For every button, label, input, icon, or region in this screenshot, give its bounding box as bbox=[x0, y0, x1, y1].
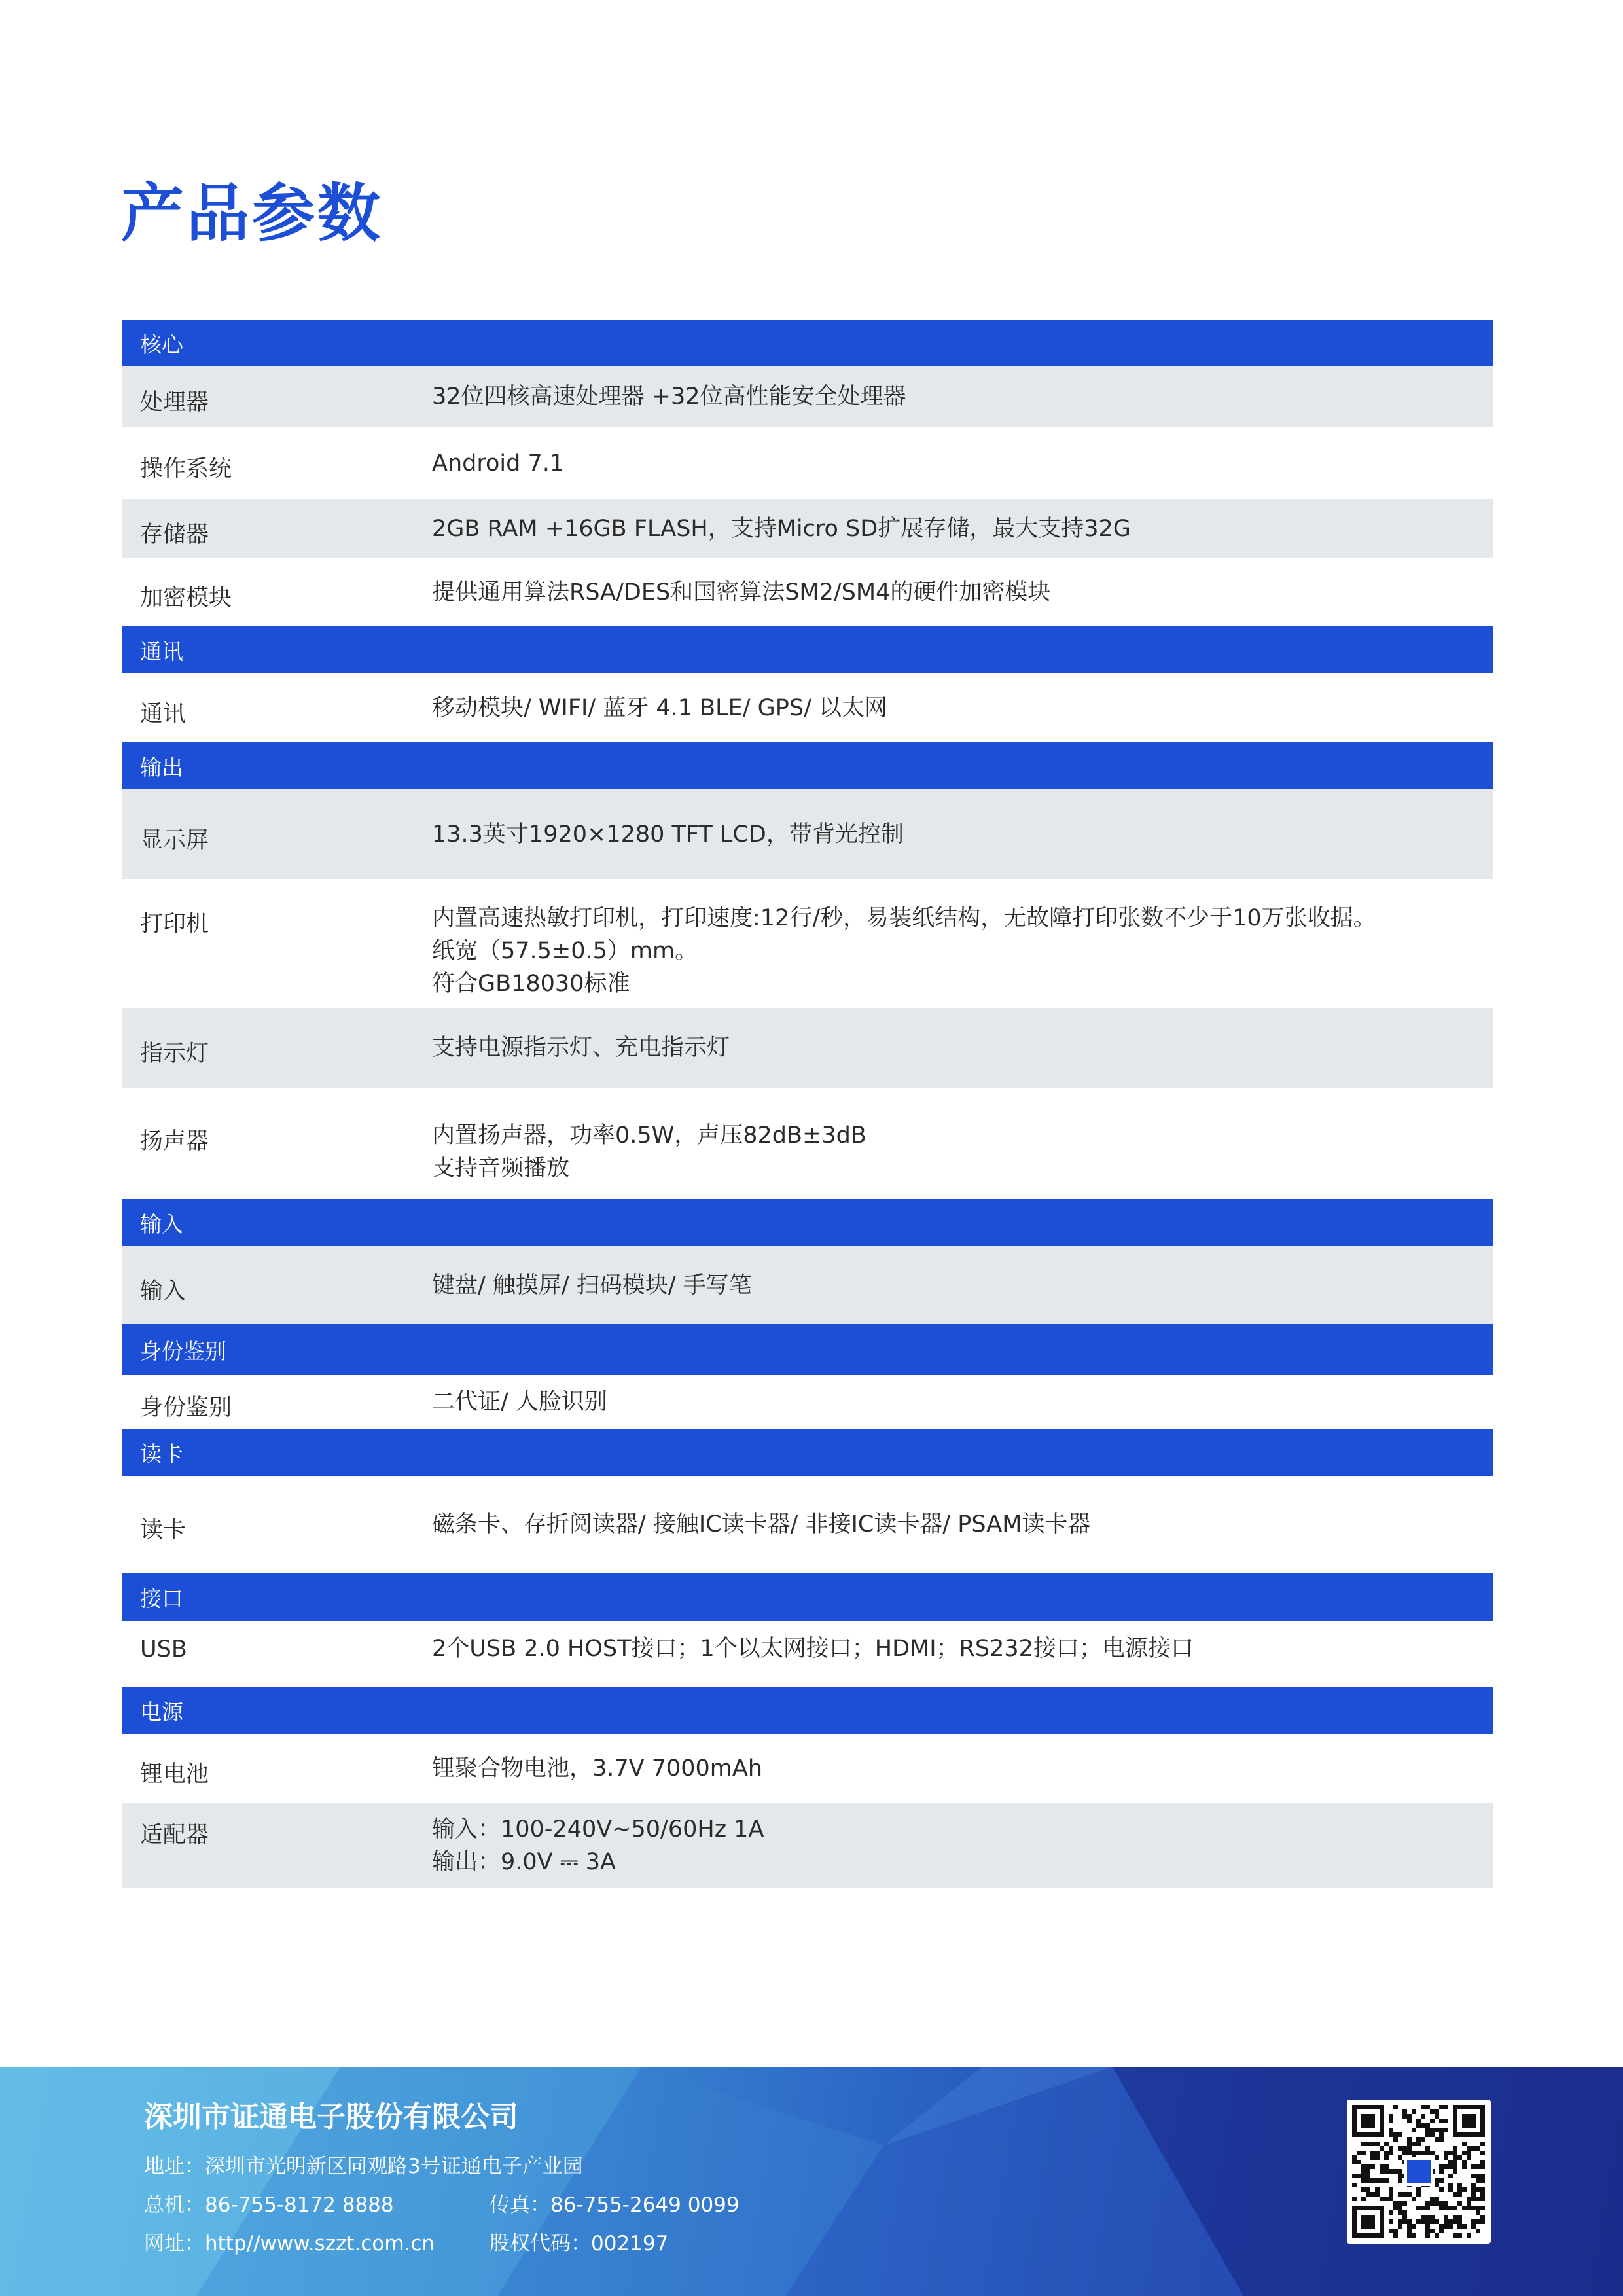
spec-label: 身份鉴别 bbox=[140, 1395, 232, 1421]
spec-value-line: 磁条卡、存折阅读器/ 接触IC读卡器/ 非接IC读卡器/ PSAM读卡器 bbox=[432, 1511, 1091, 1537]
section-title: 核心 bbox=[140, 331, 183, 357]
footer bbox=[0, 2067, 1623, 2296]
spec-value bbox=[432, 1119, 866, 1185]
spec-label: 存储器 bbox=[140, 522, 209, 548]
section-header bbox=[122, 1429, 1493, 1476]
spec-label: 读卡 bbox=[140, 1517, 187, 1543]
spec-label: 锂电池 bbox=[140, 1761, 209, 1787]
spec-label: 通讯 bbox=[140, 701, 187, 727]
spec-row bbox=[122, 1375, 1493, 1429]
section-header bbox=[122, 1324, 1493, 1375]
address: 地址：深圳市光明新区同观路3号证通电子产业园 bbox=[144, 2155, 583, 2178]
spec-row bbox=[122, 1246, 1493, 1324]
fax: 传真：86-755-2649 0099 bbox=[490, 2193, 740, 2217]
spec-label: 操作系统 bbox=[140, 456, 232, 482]
section-title: 接口 bbox=[140, 1585, 183, 1611]
spec-label: 指示灯 bbox=[140, 1041, 209, 1067]
section-title: 通讯 bbox=[140, 638, 183, 664]
spec-value bbox=[432, 818, 904, 851]
page-title: 产品参数 bbox=[121, 177, 383, 250]
spec-row bbox=[122, 673, 1493, 742]
spec-row bbox=[122, 879, 1493, 1008]
section-title: 读卡 bbox=[140, 1441, 183, 1467]
spec-value bbox=[432, 1632, 1194, 1665]
spec-label: 输入 bbox=[140, 1278, 187, 1304]
spec-value-line: 移动模块/ WIFI/ 蓝牙 4.1 BLE/ GPS/ 以太网 bbox=[432, 695, 888, 721]
spec-label: 适配器 bbox=[140, 1822, 209, 1848]
spec-value bbox=[432, 1031, 730, 1064]
spec-value-line: 2个USB 2.0 HOST接口；1个以太网接口；HDMI；RS232接口；电源接口 bbox=[432, 1636, 1194, 1662]
section-title: 电源 bbox=[140, 1698, 183, 1725]
spec-value bbox=[432, 1752, 762, 1785]
spec-row bbox=[122, 558, 1493, 626]
spec-value bbox=[432, 576, 1050, 609]
spec-value bbox=[432, 447, 564, 480]
spec-value-line: Android 7.1 bbox=[432, 450, 565, 476]
spec-label: USB bbox=[140, 1636, 187, 1662]
spec-value-line: 2GB RAM +16GB FLASH，支持Micro SD扩展存储，最大支持32G bbox=[432, 516, 1131, 542]
spec-row bbox=[122, 1088, 1493, 1199]
spec-value-line: 锂聚合物电池，3.7V 7000mAh bbox=[432, 1755, 763, 1782]
spec-value-line: 13.3英寸1920×1280 TFT LCD，带背光控制 bbox=[432, 821, 904, 848]
spec-value-line: 支持音频播放 bbox=[432, 1155, 570, 1181]
website-link[interactable]: 网址：http//www.szzt.com.cn bbox=[144, 2232, 435, 2255]
spec-value-line: 键盘/ 触摸屏/ 扫码模块/ 手写笔 bbox=[432, 1272, 752, 1299]
spec-value-line: 内置扬声器，功率0.5W，声压82dB±3dB bbox=[432, 1122, 866, 1149]
spec-row bbox=[122, 1734, 1493, 1803]
section-title: 输入 bbox=[140, 1211, 183, 1237]
spec-value-line: 纸宽（57.5±0.5）mm。 bbox=[432, 938, 698, 964]
phone: 总机：86-755-8172 8888 bbox=[144, 2193, 394, 2217]
spec-row bbox=[122, 499, 1493, 558]
section-header bbox=[122, 1199, 1493, 1246]
spec-row bbox=[122, 1476, 1493, 1573]
spec-value-line: 符合GB18030标准 bbox=[432, 971, 630, 997]
spec-value-line: 输出：9.0V ⎓ 3A bbox=[432, 1849, 616, 1875]
spec-label: 扬声器 bbox=[140, 1128, 209, 1155]
spec-value bbox=[432, 1386, 607, 1418]
spec-value bbox=[432, 1813, 764, 1878]
spec-value bbox=[432, 902, 1376, 1000]
section-header bbox=[122, 320, 1493, 366]
spec-row bbox=[122, 789, 1493, 879]
spec-row bbox=[122, 1621, 1493, 1676]
spec-value-line: 提供通用算法RSA/DES和国密算法SM2/SM4的硬件加密模块 bbox=[432, 579, 1051, 605]
spec-value-line: 二代证/ 人脸识别 bbox=[432, 1389, 607, 1415]
spec-value-line: 支持电源指示灯、充电指示灯 bbox=[432, 1035, 730, 1061]
section-title: 身份鉴别 bbox=[140, 1338, 226, 1364]
section-header bbox=[122, 626, 1493, 673]
spec-row bbox=[122, 366, 1493, 427]
spec-row bbox=[122, 427, 1493, 499]
qr-code bbox=[1347, 2100, 1491, 2244]
spec-label: 加密模块 bbox=[140, 585, 232, 611]
stock-code: 股权代码：002197 bbox=[490, 2232, 669, 2255]
spec-value bbox=[432, 692, 887, 725]
spec-value-line: 内置高速热敏打印机，打印速度:12行/秒，易装纸结构，无故障打印张数不少于10万张收据。 bbox=[432, 905, 1376, 931]
spec-label: 处理器 bbox=[140, 389, 209, 416]
company-name: 深圳市证通电子股份有限公司 bbox=[144, 2100, 518, 2134]
spec-value bbox=[432, 1269, 752, 1302]
section-header bbox=[122, 742, 1493, 789]
spec-value bbox=[432, 1508, 1090, 1541]
section-header bbox=[122, 1687, 1493, 1734]
spec-label: 显示屏 bbox=[140, 827, 209, 853]
spec-value bbox=[432, 512, 1131, 545]
spec-label: 打印机 bbox=[140, 911, 209, 937]
spec-row bbox=[122, 1803, 1493, 1888]
section-title: 输出 bbox=[140, 754, 183, 780]
spec-value-line: 输入：100-240V~50/60Hz 1A bbox=[432, 1816, 764, 1842]
spec-row bbox=[122, 1008, 1493, 1088]
spec-value-line: 32位四核高速处理器 +32位高性能安全处理器 bbox=[432, 384, 906, 410]
section-header bbox=[122, 1573, 1493, 1621]
spec-value bbox=[432, 380, 906, 413]
